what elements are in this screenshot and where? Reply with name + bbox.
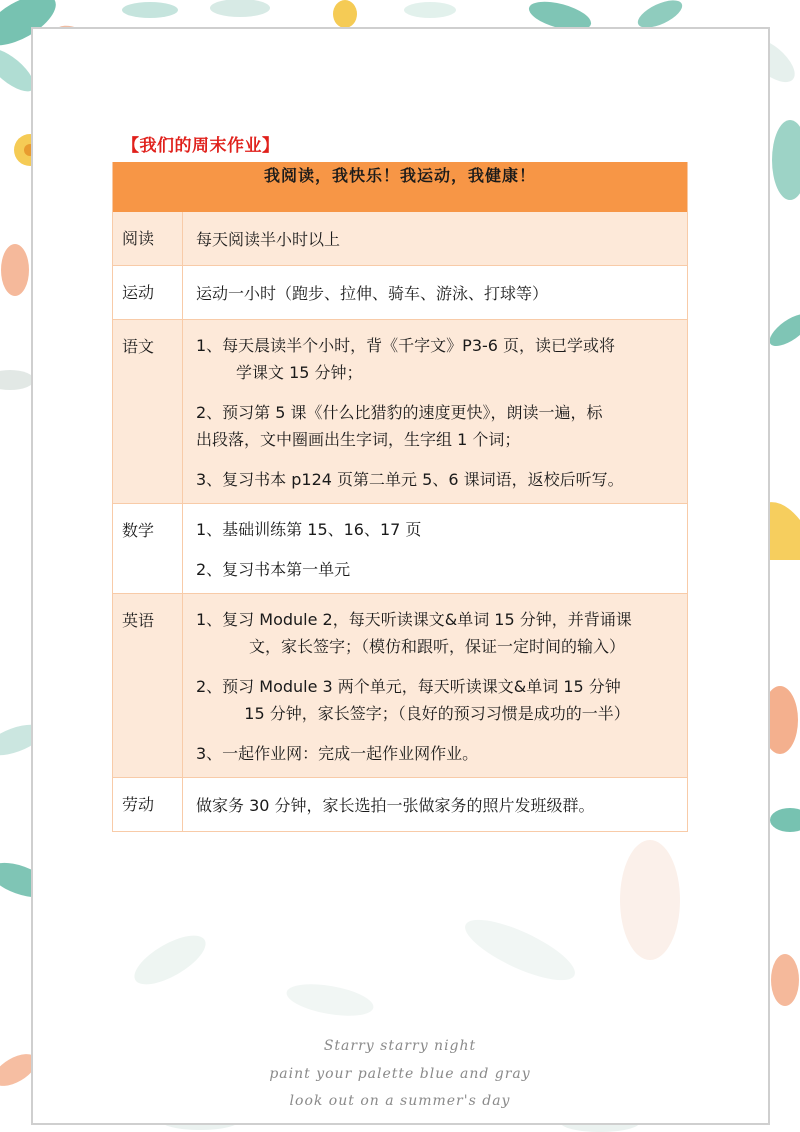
table-header-row xyxy=(113,162,688,212)
task-item xyxy=(196,399,673,466)
table-row-chinese xyxy=(113,320,688,504)
table-row-chores xyxy=(113,778,688,832)
table-header: 我阅读，我快乐！我运动，我健康！ xyxy=(113,162,688,212)
task-line: 2、复习书本第一单元 xyxy=(196,560,351,579)
task-list xyxy=(183,594,688,778)
task-line: 运动一小时（跑步、拉伸、骑车、游泳、打球等） xyxy=(196,284,549,303)
subject-label: 阅读 xyxy=(113,212,183,266)
task-text xyxy=(183,778,688,832)
task-line: 15 分钟，家长签字；（良好的预习习惯是成功的一半） xyxy=(244,704,630,723)
task-item xyxy=(196,332,673,399)
task-item xyxy=(196,516,673,556)
task-item xyxy=(196,673,673,740)
task-item xyxy=(196,466,673,493)
task-list xyxy=(183,504,688,594)
footer-line-3: look out on a summer's day xyxy=(289,1093,511,1109)
table-row-reading xyxy=(113,212,688,266)
task-line: 3、一起作业网：完成一起作业网作业。 xyxy=(196,744,479,763)
task-item xyxy=(196,740,673,767)
task-line: 学课文 15 分钟； xyxy=(236,363,363,382)
task-line: 做家务 30 分钟，家长选拍一张做家务的照片发班级群。 xyxy=(196,796,595,815)
task-list xyxy=(183,320,688,504)
task-line: 3、复习书本 p124 页第二单元 5、6 课词语，返校后听写。 xyxy=(196,470,624,489)
homework-table xyxy=(112,162,688,832)
task-line: 1、每天晨读半个小时，背《千字文》P3-6 页，读已学或将 xyxy=(196,336,616,355)
subject-label: 英语 xyxy=(113,594,183,778)
task-line: 2、预习第 5 课《什么比猎豹的速度更快》，朗读一遍，标 xyxy=(196,403,603,422)
task-line: 出段落，文中圈画出生字词，生字组 1 个词； xyxy=(196,430,521,449)
subject-label: 语文 xyxy=(113,320,183,504)
table-row-english xyxy=(113,594,688,778)
page-title: 【我们的周末作业】 xyxy=(122,136,280,156)
subject-label: 运动 xyxy=(113,266,183,320)
task-line: 1、复习 Module 2，每天听读课文&单词 15 分钟，并背诵课 xyxy=(196,610,632,629)
task-item xyxy=(196,606,673,673)
task-text xyxy=(183,266,688,320)
footer-line-2: paint your palette blue and gray xyxy=(269,1066,531,1082)
subject-label: 数学 xyxy=(113,504,183,594)
table-row-math xyxy=(113,504,688,594)
table-row-sports xyxy=(113,266,688,320)
task-line: 每天阅读半小时以上 xyxy=(196,230,341,249)
task-line: 文，家长签字；（模仿和跟听，保证一定时间的输入） xyxy=(248,637,625,656)
task-line: 1、基础训练第 15、16、17 页 xyxy=(196,520,422,539)
footer-line-1: Starry starry night xyxy=(323,1038,477,1054)
task-item xyxy=(196,556,673,583)
task-text xyxy=(183,212,688,266)
task-line: 2、预习 Module 3 两个单元，每天听读课文&单词 15 分钟 xyxy=(196,677,621,696)
subject-label: 劳动 xyxy=(113,778,183,832)
